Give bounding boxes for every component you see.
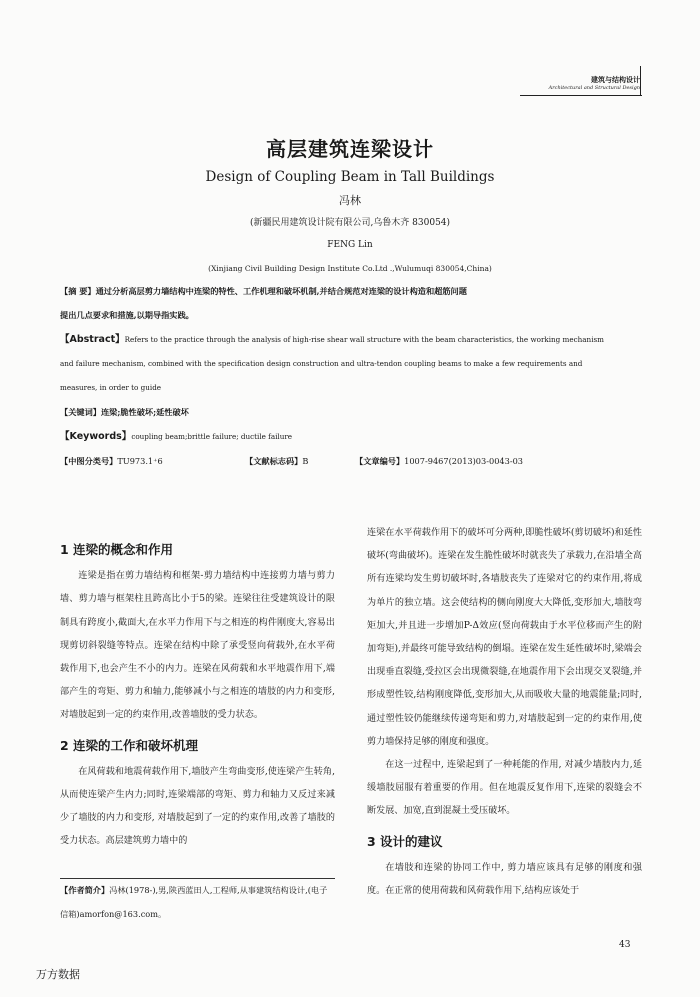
keywords-en bbox=[60, 423, 642, 450]
footnote-label: 【作者简介】 bbox=[60, 885, 110, 895]
affiliation-cn: (新疆民用建筑设计院有限公司,乌鲁木齐 830054) bbox=[249, 218, 451, 228]
section-1-paragraph: 连梁是指在剪力墙结构和框架-剪力墙结构中连接剪力墙与剪力墙、剪力墙与框架柱且跨高比小于5的梁。连梁往往受建筑设计的限制具有跨度小,截面大,在水平力作用下与之相连的构件刚度大,容易出现剪切斜裂缝等特点。连梁在结构中除了承受竖向荷载外,在水平荷载作用下,也会产生不小的内力。连梁在风荷载和水平地震作用下,端部产生的弯矩、剪力和轴力,能够减小与之相连的墙肢的内力和变形,对墙肢起到一定的约束作用,改善墙肢的受力状态。 bbox=[60, 571, 335, 721]
keywords-cn-label: 【关键词】 bbox=[60, 407, 101, 417]
clc-label: 【中图分类号】 bbox=[60, 456, 118, 466]
doc-code-label: 【文献标志码】 bbox=[245, 456, 303, 466]
paper-title-cn: 高层建筑连梁设计 bbox=[266, 137, 434, 161]
keywords-cn-text: 连梁;脆性破坏;延性破坏 bbox=[100, 407, 189, 417]
watermark: 万方数据 bbox=[36, 968, 80, 981]
keywords-en-close: 】 bbox=[121, 431, 132, 442]
section-3-heading: 3 设计的建议 bbox=[367, 833, 443, 849]
paper-title-en: Design of Coupling Beam in Tall Buildings bbox=[205, 169, 495, 185]
abstract-en-text-l3: measures, in order to guide bbox=[60, 383, 162, 392]
section-2-heading: 2 连梁的工作和破坏机理 bbox=[60, 737, 199, 753]
clc-field bbox=[60, 448, 163, 474]
keywords-en-open: 【 bbox=[60, 431, 70, 442]
header-vertical-rule bbox=[640, 66, 641, 96]
doc-code-field bbox=[245, 448, 308, 474]
article-number-value: 1007-9467(2013)03-0043-03 bbox=[404, 456, 524, 466]
keywords-en-text: coupling beam;brittle failure; ductile failure bbox=[131, 432, 293, 441]
author-cn: 冯林 bbox=[339, 194, 361, 207]
abstract-cn bbox=[60, 278, 642, 304]
footnote-text: 冯林(1978-),男,陕西蓝田人,工程师,从事建筑结构设计,(电子信箱)amorfon@163.com。 bbox=[60, 885, 328, 919]
header-rule bbox=[520, 95, 642, 96]
article-number-field bbox=[355, 448, 523, 474]
abstract-en-label: 【Abstract】 bbox=[60, 334, 125, 345]
keywords-en-label: Keywords bbox=[69, 431, 122, 442]
section-2-paragraph: 在风荷载和地震荷载作用下,墙肢产生弯曲变形,使连梁产生转角,从而使连梁产生内力;同时,连梁端部的弯矩、剪力和轴力又反过来减少了墙肢的内力和变形, 对墙肢起到了一定的约束作用,改善了墙肢的受力状态。高层建筑剪力墙中的 bbox=[60, 766, 335, 847]
section-1-heading: 1 连梁的概念和作用 bbox=[60, 542, 174, 557]
page-number: 43 bbox=[619, 940, 631, 950]
affiliation-en: (Xinjiang Civil Building Design Institute Co.Ltd .,Wulumuqi 830054,China) bbox=[208, 264, 492, 273]
doc-code-value: B bbox=[302, 456, 309, 466]
abstract-cn-label: 【摘 要】 bbox=[60, 286, 96, 296]
right-paragraph-3: 在墙肢和连梁的协同工作中, 剪力墙应该具有足够的刚度和强度。在正常的使用荷载和风荷载作用下,结构应该处于 bbox=[367, 862, 642, 897]
abstract-block bbox=[60, 278, 642, 474]
abstract-cn-text-l2: 提出几点要求和措施,以期导指实践。 bbox=[60, 310, 194, 320]
classification-row bbox=[60, 448, 642, 474]
left-column bbox=[60, 532, 335, 854]
right-paragraph-2: 在这一过程中, 连梁起到了一种耗能的作用, 对减少墙肢内力,延缓墙肢屈服有着重要的作用。但在地震反复作用下,连梁的裂缝会不断发展、加宽,直到混凝土受压破坏。 bbox=[367, 760, 642, 817]
author-en: FENG Lin bbox=[327, 240, 373, 250]
right-paragraph-1: 连梁在水平荷载作用下的破坏可分两种,即脆性破坏(剪切破坏)和延性破坏(弯曲破坏)。连梁在发生脆性破坏时就丧失了承载力,在沿墙全高所有连梁均发生剪切破坏时,各墙肢丧失了连梁对它的约束作用,将成为单片的独立墙。这会使结构的侧向刚度大大降低,变形加大,墙肢弯矩加大,并且进一步增加P-Δ效应(竖向荷载由于水平位移而产生的附加弯矩),并最终可能导致结构的倒塌。连梁在发生延性破坏时,梁端会出现垂直裂缝,受拉区会出现微裂缝,在地震作用下会出现交叉裂缝,并形成塑性铰,结构刚度降低,变形加大,从而吸收大量的地震能量;同时,通过塑性铰仍能继续传递弯矩和剪力,对墙肢起到一定的约束作用,使剪力墙保持足够的刚度和强度。 bbox=[367, 528, 642, 747]
right-column bbox=[367, 522, 642, 903]
clc-value: TU973.1⁺6 bbox=[117, 456, 163, 466]
author-footnote bbox=[60, 878, 335, 926]
journal-header-cn: 建筑与结构设计 bbox=[591, 75, 640, 84]
article-number-label: 【文章编号】 bbox=[355, 456, 405, 466]
abstract-en-text-l1: Refers to the practice through the analysis of high-rise shear wall structure with the beam characteristics, the working mechanism bbox=[124, 335, 604, 344]
abstract-en bbox=[60, 326, 642, 353]
keywords-cn bbox=[60, 399, 642, 425]
abstract-en-text-l2: and failure mechanism, combined with the specification design construction and ultra-tendon coupling beams to make a few requirements and bbox=[60, 359, 583, 368]
journal-header-en: Architectural and Structural Design bbox=[548, 85, 640, 91]
abstract-cn-text-l1: 通过分析高层剪力墙结构中连梁的特性、工作机理和破坏机制,并结合规范对连梁的设计构造和超筋问题 bbox=[95, 286, 467, 296]
